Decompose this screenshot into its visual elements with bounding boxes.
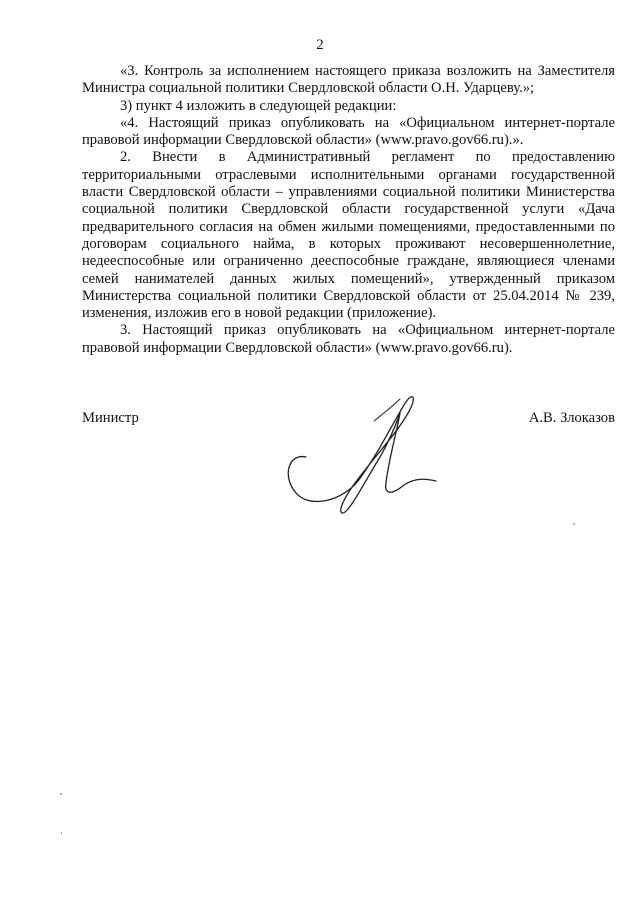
- paragraph-item-3-intro: 3) пункт 4 изложить в следующей редакции:: [120, 97, 397, 114]
- scan-speck: [61, 832, 62, 834]
- paragraph-control-clause: «3. Контроль за исполнением настоящего приказа возложить на Заместителя Министра социальной политики Свердловской области О.Н. Ударцеву.»;: [82, 63, 615, 97]
- paragraph-publication-clause-quoted: «4. Настоящий приказ опубликовать на «Официальном интернет-портале правовой информации Свердловской области» (www.pravo.gov66.ru).».: [82, 114, 615, 149]
- paragraph-amend-regulation: 2. Внести в Административный регламент по предоставлению территориальными отраслевыми исполнительными органами государственной власти Свердловской области – управлениями социальной политики Министерства социальной политики Свердловской области государственной услуги «Дача предварительного согласия на обмен жилыми помещениями, предоставленными по договорам социального найма, в которых проживают несовершеннолетние, недееспособные или ограниченно дееспособные граждане, являющиеся членами семей нанимателей данных жилых помещений», утвержденный приказом Министерства социальной политики Свердловской области от 25.04.2014 № 239, изменения, изложив его в новой редакции (приложение).: [82, 149, 615, 322]
- document-body: [82, 63, 615, 357]
- paragraph-publication-order: 3. Настоящий приказ опубликовать на «Официальном интернет-портале правовой информации Свердловской области» (www.pravo.gov66.ru).: [82, 322, 615, 356]
- handwritten-signature: [280, 385, 440, 525]
- signatory-position: Министр: [82, 410, 139, 426]
- signatory-name: А.В. Злоказов: [528, 410, 615, 426]
- page-number: 2: [316, 37, 324, 53]
- scan-speck: [60, 793, 62, 795]
- scan-speck: [573, 523, 575, 525]
